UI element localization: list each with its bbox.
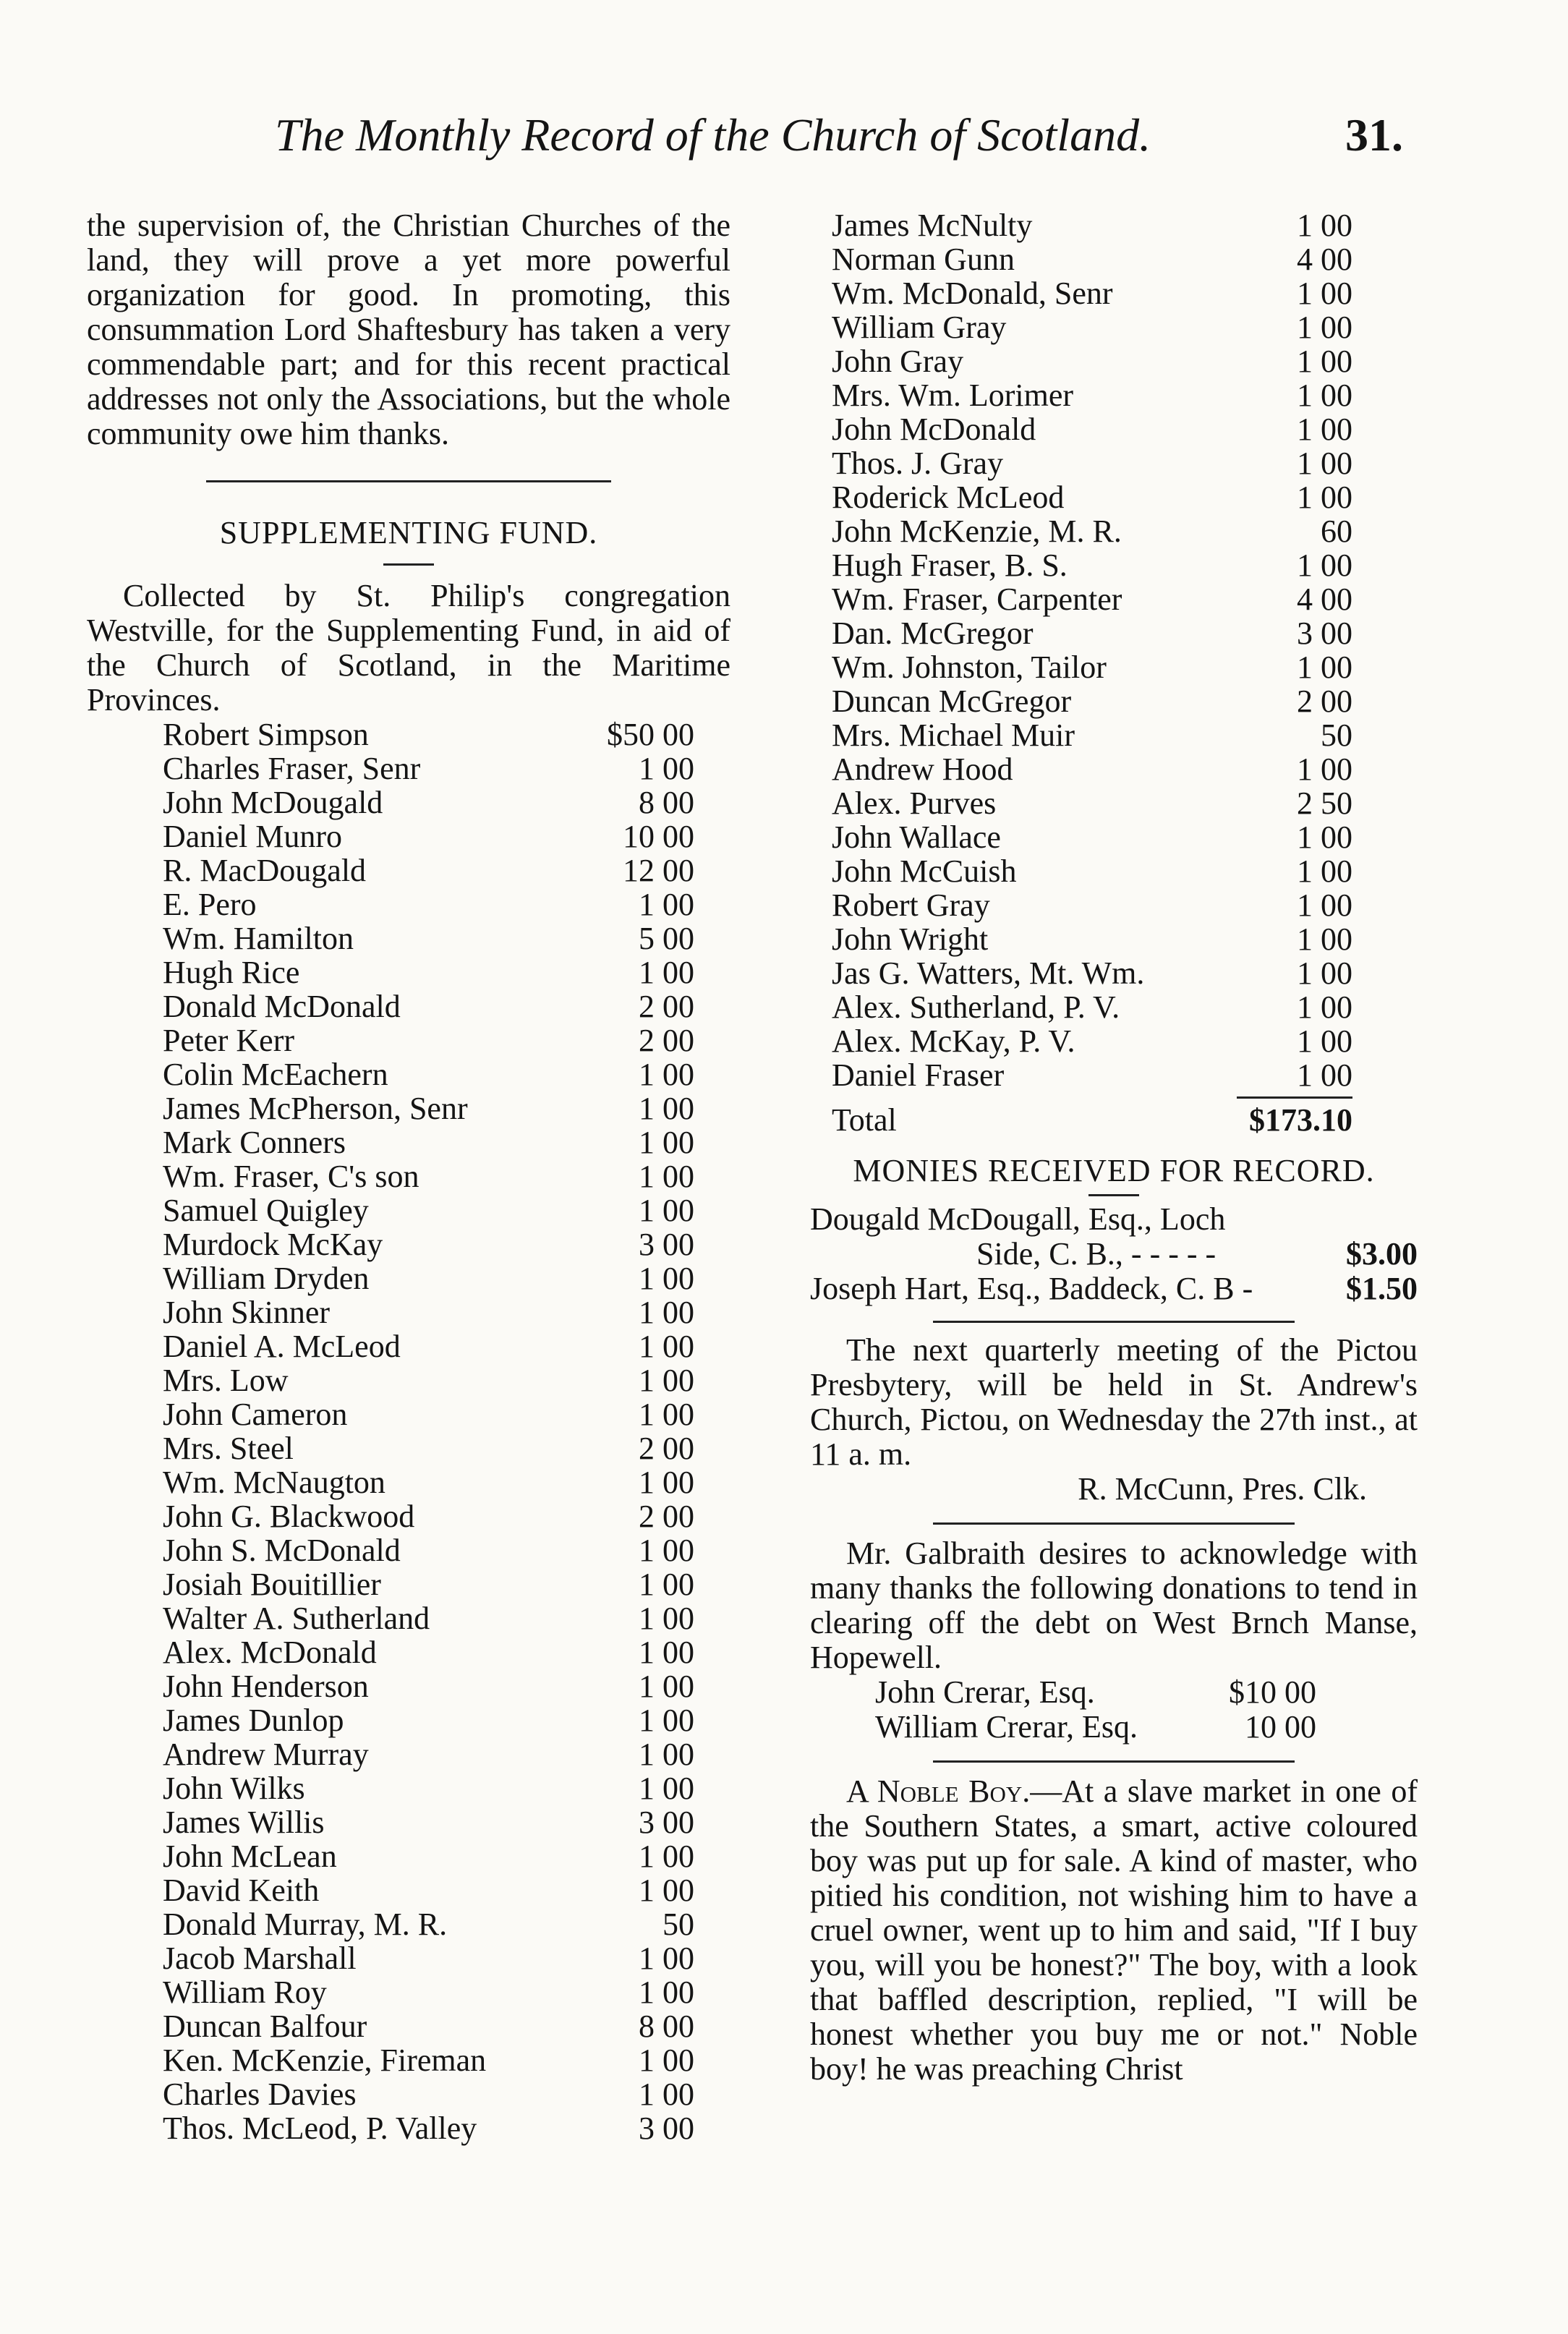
- contribution-amount: 10 00: [623, 819, 694, 854]
- contributor-row: [87, 1771, 730, 1805]
- contributor-row: [87, 1737, 730, 1771]
- contributor-name: Robert Simpson: [163, 717, 369, 752]
- contribution-amount: 1 00: [639, 1057, 694, 1092]
- contribution-amount: 1 00: [1297, 921, 1352, 957]
- contributor-row: [87, 1057, 730, 1091]
- contribution-amount: 2 00: [639, 989, 694, 1024]
- contributor-row: [87, 1907, 730, 1941]
- contribution-amount: 1 00: [639, 1533, 694, 1568]
- monies-received-heading: MONIES RECEIVED FOR RECORD.: [853, 1153, 1375, 1188]
- monies-amount: $3.00: [1346, 1236, 1418, 1272]
- contributor-list-left: [87, 717, 730, 2145]
- contributor-name: Murdock McKay: [163, 1227, 383, 1262]
- contributor-name: John S. McDonald: [163, 1533, 401, 1568]
- contributor-name: Norman Gunn: [832, 242, 1015, 277]
- gift-list: [810, 1675, 1418, 1745]
- contributor-row: [87, 1839, 730, 1873]
- gift-row: [810, 1710, 1418, 1745]
- contributor-row: [87, 1975, 730, 2009]
- contribution-amount: 1 00: [639, 1567, 694, 1602]
- contributor-row: [87, 1533, 730, 1567]
- intro-paragraph: the supervision of, the Christian Churches of the land, they will prove a yet more powerful organization for good. In promoting, this consummation Lord Shaftesbury has taken a very commendable part; and for this recent practical addresses not only the Associations, but the whole community owe him thanks.: [87, 208, 730, 451]
- contribution-amount: 3 00: [639, 1805, 694, 1840]
- contributor-name: Jacob Marshall: [163, 1941, 357, 1976]
- contributor-name: Charles Davies: [163, 2077, 357, 2112]
- contributor-name: Jas G. Watters, Mt. Wm.: [832, 955, 1145, 991]
- contribution-amount: 50: [1321, 717, 1352, 753]
- contributor-row: [810, 616, 1418, 650]
- contributor-row: [810, 1024, 1418, 1058]
- contributor-name: Wm. Johnston, Tailor: [832, 649, 1107, 685]
- contribution-amount: 1 00: [639, 1975, 694, 2010]
- supplementing-fund-heading: SUPPLEMENTING FUND.: [219, 515, 598, 550]
- contributor-name: William Dryden: [163, 1261, 370, 1296]
- contributor-row: [87, 1465, 730, 1499]
- contributor-name: Robert Gray: [832, 887, 990, 923]
- contributor-row: [87, 1567, 730, 1601]
- contributor-row: [87, 1363, 730, 1397]
- contributor-row: [87, 717, 730, 751]
- contributor-name: John McCuish: [832, 853, 1017, 889]
- left-column: [87, 208, 730, 2145]
- contribution-amount: 5 00: [639, 921, 694, 956]
- contribution-amount: 1 00: [1297, 819, 1352, 855]
- contributor-name: Ken. McKenzie, Fireman: [163, 2043, 487, 2078]
- section-divider: [933, 1321, 1295, 1323]
- contributor-name: John McLean: [163, 1839, 337, 1874]
- gift-amount: 10 00: [1245, 1709, 1316, 1745]
- contribution-amount: 1 00: [1297, 480, 1352, 515]
- contributor-row: [87, 1703, 730, 1737]
- gift-row: [810, 1675, 1418, 1710]
- monies-name: Joseph Hart, Esq., Baddeck, C. B -: [810, 1271, 1253, 1306]
- monies-line: [810, 1237, 1418, 1272]
- contributor-row: [810, 1058, 1418, 1092]
- contributor-row: [87, 1805, 730, 1839]
- total-amount: $173.10: [1249, 1102, 1352, 1138]
- contributor-name: Duncan Balfour: [163, 2009, 367, 2044]
- page-number: 31.: [1345, 109, 1403, 161]
- contribution-amount: 1 00: [639, 887, 694, 922]
- contributor-row: [87, 1669, 730, 1703]
- contributor-name: Wm. McDonald, Senr: [832, 276, 1113, 311]
- contribution-amount: 50: [662, 1907, 694, 1942]
- contributor-name: William Gray: [832, 310, 1007, 345]
- contributor-name: John Wright: [832, 921, 989, 957]
- contributor-name: John McDougald: [163, 785, 383, 820]
- contributor-name: Daniel A. McLeod: [163, 1329, 401, 1364]
- contribution-amount: 1 00: [1297, 378, 1352, 413]
- contributor-name: Mrs. Low: [163, 1363, 289, 1398]
- contributor-row: [87, 1431, 730, 1465]
- contributor-name: Thos. J. Gray: [832, 446, 1004, 481]
- contribution-amount: 4 00: [1297, 582, 1352, 617]
- contribution-amount: 12 00: [623, 853, 694, 888]
- contributor-name: Wm. Fraser, C's son: [163, 1159, 419, 1194]
- contribution-amount: 1 00: [639, 1873, 694, 1908]
- contributor-row: [810, 854, 1418, 888]
- contributor-name: Hugh Fraser, B. S.: [832, 548, 1068, 583]
- contributor-name: John McKenzie, M. R.: [832, 514, 1122, 549]
- total-rule: [1237, 1096, 1352, 1099]
- contributor-list-right: [810, 208, 1418, 1092]
- total-row: [810, 1103, 1418, 1138]
- contribution-amount: 1 00: [1297, 955, 1352, 991]
- contributor-name: James McPherson, Senr: [163, 1091, 468, 1126]
- contributor-row: [810, 242, 1418, 276]
- contributor-name: Dan. McGregor: [832, 616, 1034, 651]
- contributor-name: John Henderson: [163, 1669, 369, 1704]
- contribution-amount: 1 00: [1297, 649, 1352, 685]
- contribution-amount: 1 00: [639, 2043, 694, 2078]
- contributor-row: [87, 1329, 730, 1363]
- contributor-row: [810, 718, 1418, 752]
- contributor-name: Josiah Bouitillier: [163, 1567, 381, 1602]
- contributor-name: John Wilks: [163, 1771, 305, 1806]
- section-divider: [933, 1522, 1295, 1525]
- contributor-row: [810, 378, 1418, 412]
- monies-entry: [810, 1272, 1418, 1306]
- contribution-amount: 1 00: [639, 751, 694, 786]
- contributor-name: Alex. Purves: [832, 785, 997, 821]
- contributor-name: John Cameron: [163, 1397, 348, 1432]
- section-divider: [933, 1760, 1295, 1763]
- contribution-amount: 1 00: [639, 1635, 694, 1670]
- contributor-row: [87, 887, 730, 921]
- gift-amount: $10 00: [1229, 1674, 1316, 1710]
- running-title: The Monthly Record of the Church of Scotland.: [275, 109, 1151, 161]
- contributor-row: [87, 819, 730, 853]
- contribution-amount: 1 00: [639, 1363, 694, 1398]
- contributor-row: [87, 1125, 730, 1159]
- contribution-amount: 1 00: [639, 1125, 694, 1160]
- contribution-amount: 1 00: [1297, 1023, 1352, 1059]
- contributor-name: Alex. McKay, P. V.: [832, 1023, 1075, 1059]
- contribution-amount: 1 00: [639, 1329, 694, 1364]
- contributor-row: [87, 785, 730, 819]
- contributor-row: [87, 1499, 730, 1533]
- contributor-name: John Skinner: [163, 1295, 330, 1330]
- contribution-amount: 3 00: [1297, 616, 1352, 651]
- contributor-row: [810, 786, 1418, 820]
- contribution-amount: 1 00: [1297, 989, 1352, 1025]
- contributor-name: John Gray: [832, 344, 964, 379]
- noble-boy-article: [810, 1774, 1418, 2087]
- contribution-amount: 1 00: [639, 1465, 694, 1500]
- contribution-amount: 3 00: [639, 1227, 694, 1262]
- contributor-row: [87, 2111, 730, 2145]
- contribution-amount: 2 00: [1297, 683, 1352, 719]
- monies-amount: $1.50: [1346, 1271, 1418, 1306]
- contributor-row: [810, 922, 1418, 956]
- contributor-name: Thos. McLeod, P. Valley: [163, 2111, 477, 2146]
- contributor-name: Andrew Murray: [163, 1737, 369, 1772]
- contributor-row: [810, 310, 1418, 344]
- contribution-amount: 1 00: [1297, 548, 1352, 583]
- contributor-name: James Dunlop: [163, 1703, 344, 1738]
- right-column: [810, 208, 1418, 2087]
- contributor-row: [810, 956, 1418, 990]
- contributor-name: Wm. McNaugton: [163, 1465, 385, 1500]
- contribution-amount: 1 00: [639, 1839, 694, 1874]
- contributor-row: [810, 888, 1418, 922]
- contributor-row: [87, 853, 730, 887]
- contributor-name: Charles Fraser, Senr: [163, 751, 421, 786]
- contribution-amount: 1 00: [639, 1295, 694, 1330]
- contributor-row: [87, 2077, 730, 2111]
- contributor-name: Andrew Hood: [832, 751, 1013, 787]
- contributor-row: [810, 990, 1418, 1024]
- contributor-name: R. MacDougald: [163, 853, 367, 888]
- contributor-row: [87, 1635, 730, 1669]
- galbraith-notice: Mr. Galbraith desires to acknowledge with many thanks the following donations to tend in clearing off the debt on West Brnch Manse, Hopewell.: [810, 1536, 1418, 1675]
- contributor-row: [87, 1261, 730, 1295]
- contributor-row: [87, 1091, 730, 1125]
- contributor-row: [810, 752, 1418, 786]
- contributor-name: Daniel Fraser: [832, 1057, 1005, 1093]
- contributor-name: John G. Blackwood: [163, 1499, 415, 1534]
- contributor-name: Mrs. Wm. Lorimer: [832, 378, 1074, 413]
- contribution-amount: 1 00: [639, 955, 694, 990]
- contributor-row: [810, 344, 1418, 378]
- contribution-amount: 2 50: [1297, 785, 1352, 821]
- contributor-name: James McNulty: [832, 208, 1033, 243]
- contribution-amount: 8 00: [639, 785, 694, 820]
- contribution-amount: 1 00: [639, 1159, 694, 1194]
- contributor-name: John Wallace: [832, 819, 1001, 855]
- contributor-row: [87, 1193, 730, 1227]
- contributor-row: [87, 751, 730, 785]
- contributor-name: Wm. Hamilton: [163, 921, 354, 956]
- contribution-amount: 2 00: [639, 1431, 694, 1466]
- contributor-name: William Roy: [163, 1975, 327, 2010]
- contributor-name: Roderick McLeod: [832, 480, 1065, 515]
- contributor-row: [87, 1295, 730, 1329]
- contribution-amount: 1 00: [1297, 853, 1352, 889]
- contributor-row: [87, 1941, 730, 1975]
- contribution-amount: 1 00: [639, 1091, 694, 1126]
- contributor-name: Colin McEachern: [163, 1057, 388, 1092]
- presbytery-signature: R. McCunn, Pres. Clk.: [1078, 1471, 1367, 1507]
- contributor-name: James Willis: [163, 1805, 325, 1840]
- contributor-row: [810, 446, 1418, 480]
- contribution-amount: 4 00: [1297, 242, 1352, 277]
- contributor-name: Samuel Quigley: [163, 1193, 369, 1228]
- contribution-amount: 1 00: [639, 1193, 694, 1228]
- total-label: Total: [832, 1102, 897, 1138]
- noble-boy-text: —At a slave market in one of the Southern States, a smart, active coloured boy was put up for sale. A kind of master, who pitied his condition, not wishing him to have a cruel owner, went up to him and said, "If I buy you, will you be honest?" The boy, with a look that baffled description, replied, "I will be honest whether you buy me or not." Noble boy! he was preaching Christ: [810, 1773, 1418, 2087]
- contribution-amount: 1 00: [639, 1771, 694, 1806]
- contributor-name: Peter Kerr: [163, 1023, 295, 1058]
- contribution-amount: 1 00: [639, 1601, 694, 1636]
- contribution-amount: 1 00: [639, 2077, 694, 2112]
- contribution-amount: 1 00: [639, 1397, 694, 1432]
- contribution-amount: 1 00: [1297, 310, 1352, 345]
- contributor-name: Mrs. Michael Muir: [832, 717, 1075, 753]
- monies-entry: [810, 1202, 1418, 1272]
- presbytery-notice: The next quarterly meeting of the Pictou Presbytery, will be held in St. Andrew's Church, Pictou, on Wednesday the 27th inst., at 11 a. m.: [810, 1332, 1418, 1472]
- contribution-amount: 1 00: [1297, 751, 1352, 787]
- gift-donor: John Crerar, Esq.: [875, 1674, 1095, 1710]
- page-header: [275, 108, 1403, 174]
- contributor-name: Mrs. Steel: [163, 1431, 294, 1466]
- heading-rule: [1088, 1194, 1139, 1196]
- monies-name-cont: Side, C. B., - - - - -: [976, 1236, 1217, 1272]
- fund-intro: Collected by St. Philip's congregation Westville, for the Supplementing Fund, in aid of the Church of Scotland, in the Maritime Provinces.: [87, 578, 730, 717]
- contributor-row: [87, 1601, 730, 1635]
- heading-rule: [383, 563, 434, 566]
- contribution-amount: 1 00: [639, 1669, 694, 1704]
- contribution-amount: 3 00: [639, 2111, 694, 2146]
- contributor-row: [810, 548, 1418, 582]
- contributor-name: John McDonald: [832, 412, 1036, 447]
- contribution-amount: 8 00: [639, 2009, 694, 2044]
- contributor-name: Daniel Munro: [163, 819, 343, 854]
- contribution-amount: 1 00: [1297, 446, 1352, 481]
- contribution-amount: 1 00: [639, 1737, 694, 1772]
- contributor-row: [87, 1023, 730, 1057]
- contributor-name: Mark Conners: [163, 1125, 346, 1160]
- contributor-row: [810, 820, 1418, 854]
- contributor-row: [87, 955, 730, 989]
- contributor-row: [87, 989, 730, 1023]
- contribution-amount: 1 00: [1297, 276, 1352, 311]
- contributor-name: Duncan McGregor: [832, 683, 1072, 719]
- contributor-row: [810, 480, 1418, 514]
- contributor-name: Alex. McDonald: [163, 1635, 377, 1670]
- contributor-name: Hugh Rice: [163, 955, 300, 990]
- contributor-row: [87, 1227, 730, 1261]
- contribution-amount: 1 00: [639, 1941, 694, 1976]
- contribution-amount: 1 00: [639, 1703, 694, 1738]
- contributor-row: [810, 276, 1418, 310]
- contributor-row: [87, 2009, 730, 2043]
- contributor-name: Wm. Fraser, Carpenter: [832, 582, 1122, 617]
- contribution-amount: $50 00: [607, 717, 694, 752]
- contributor-row: [810, 412, 1418, 446]
- contributor-name: David Keith: [163, 1873, 320, 1908]
- gift-donor: William Crerar, Esq.: [875, 1709, 1138, 1745]
- contributor-row: [810, 684, 1418, 718]
- contributor-name: E. Pero: [163, 887, 257, 922]
- contributor-name: Alex. Sutherland, P. V.: [832, 989, 1120, 1025]
- contributor-name: Donald Murray, M. R.: [163, 1907, 448, 1942]
- contributor-row: [810, 514, 1418, 548]
- contributor-row: [87, 921, 730, 955]
- noble-boy-title: A Noble Boy.: [846, 1773, 1031, 1809]
- contributor-name: Walter A. Sutherland: [163, 1601, 430, 1636]
- contributor-row: [810, 650, 1418, 684]
- contribution-amount: 1 00: [1297, 1057, 1352, 1093]
- contribution-amount: 60: [1321, 514, 1352, 549]
- contribution-amount: 2 00: [639, 1023, 694, 1058]
- monies-name: Dougald McDougall, Esq., Loch: [810, 1201, 1226, 1237]
- contribution-amount: 1 00: [639, 1261, 694, 1296]
- contribution-amount: 1 00: [1297, 887, 1352, 923]
- contributor-row: [810, 208, 1418, 242]
- contribution-amount: 1 00: [1297, 208, 1352, 243]
- contributor-row: [87, 1159, 730, 1193]
- contributor-row: [87, 1397, 730, 1431]
- contribution-amount: 1 00: [1297, 412, 1352, 447]
- contribution-amount: 1 00: [1297, 344, 1352, 379]
- contribution-amount: 2 00: [639, 1499, 694, 1534]
- contributor-row: [87, 2043, 730, 2077]
- section-divider: [206, 480, 611, 482]
- contributor-row: [810, 582, 1418, 616]
- contributor-name: Donald McDonald: [163, 989, 401, 1024]
- contributor-row: [87, 1873, 730, 1907]
